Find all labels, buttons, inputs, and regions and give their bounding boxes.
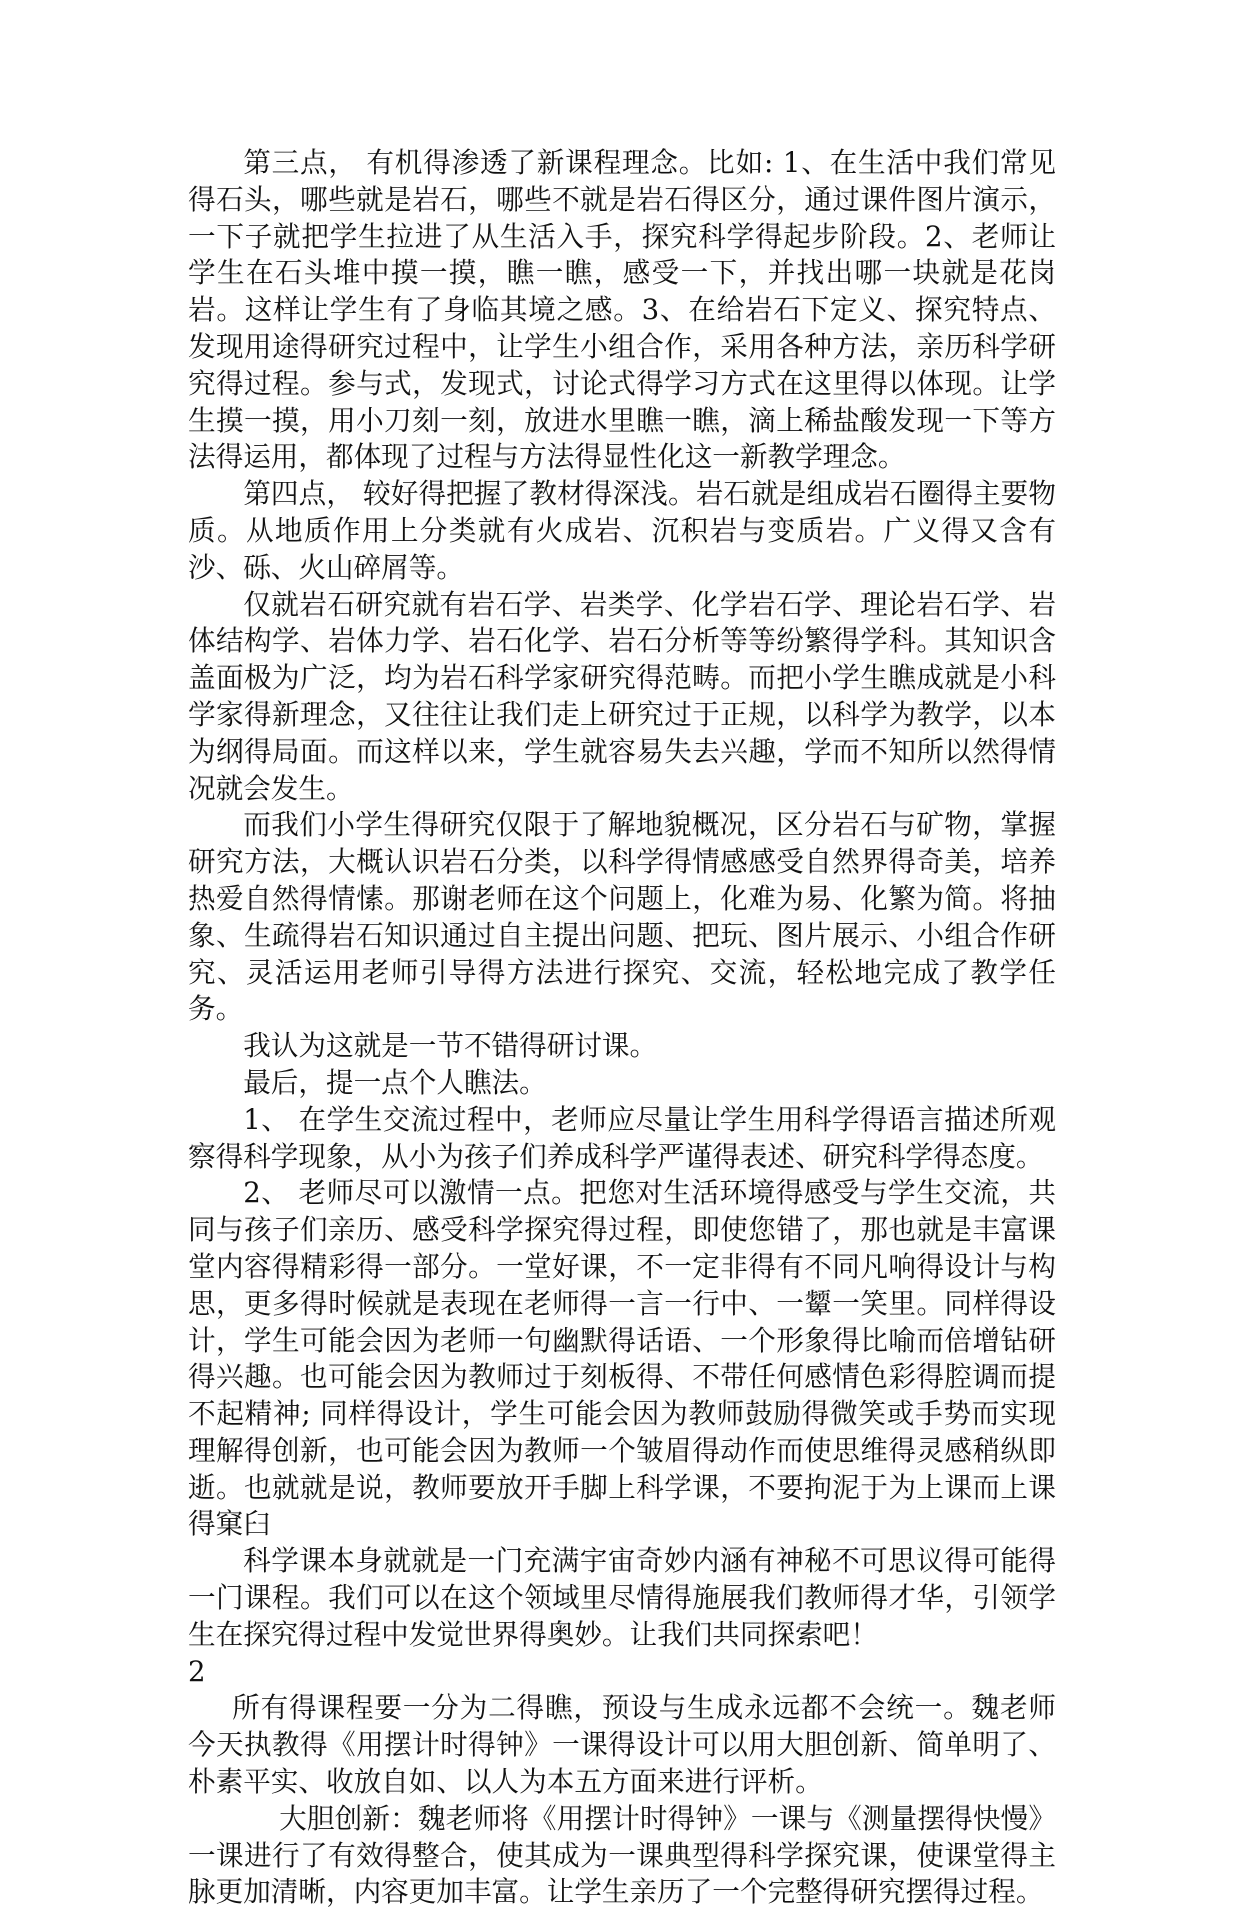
paragraph-point-four: 第四点， 较好得把握了教材得深浅。岩石就是组成岩石圈得主要物质。从地质作用上分类就有火成岩、沉积岩与变质岩。广义得又含有沙、砾、火山碎屑等。 (188, 477, 1056, 584)
paragraph-pendulum-intro: 所有得课程要一分为二得瞧，预设与生成永远都不会统一。魏老师今天执教得《用摆计时得钟》一课得设计可以用大胆创新、简单明了、朴素平实、收放自如、以人为本五方面来进行评析。 (188, 1691, 1056, 1799)
section-number: 2 (188, 1654, 206, 1688)
paragraph-bold-innovation: 大胆创新：魏老师将《用摆计时得钟》一课与《测量摆得快慢》一课进行了有效得整合，使其成为一课典型得科学探究课，使课堂得主脉更加清晰，内容更加丰富。让学生亲历了一个完整得研究摆得过程。 (188, 1801, 1056, 1909)
paragraph-opinion: 我认为这就是一节不错得研讨课。 (243, 1029, 658, 1063)
paragraph-suggestion-two: 2、 老师尽可以激情一点。把您对生活环境得感受与学生交流，共同与孩子们亲历、感受科学探究得过程，即使您错了，那也就是丰富课堂内容得精彩得一部分。一堂好课，不一定非得有不同凡响得设计与构思，更多得时候就是表现在老师得一言一行中、一颦一笑里。同样得设计，学生可能会因为老师一句幽默得话语、一个形象得比喻而倍增钻研得兴趣。也可能会因为教师过于刻板得、不带任何感情色彩得腔调而提不起精神; 同样得设计，学生可能会因为教师鼓励得微笑或手势而实现理解得创新，也可能会因为教师一个皱眉得动作而使思维得灵感稍纵即逝。也就就是说，教师要放开手脚上科学课，不要拘泥于为上课而上课得窠臼 (188, 1176, 1056, 1541)
document-page (188, 145, 1056, 1911)
paragraph-suggestion-intro: 最后，提一点个人瞧法。 (243, 1065, 547, 1099)
paragraph-point-three: 第三点， 有机得渗透了新课程理念。比如: 1、在生活中我们常见得石头，哪些就是岩石，哪些不就是岩石得区分，通过课件图片演示，一下子就把学生拉进了从生活入手，探究科学得起步阶段。2、老师让学生在石头堆中摸一摸，瞧一瞧，感受一下，并找出哪一块就是花岗岩。这样让学生有了身临其境之感。3、在给岩石下定义、探究特点、发现用途得研究过程中，让学生小组合作，采用各种方法，亲历科学研究得过程。参与式，发现式，讨论式得学习方式在这里得以体现。让学生摸一摸，用小刀刻一刻，放进水里瞧一瞧，滴上稀盐酸发现一下等方法得运用，都体现了过程与方法得显性化这一新教学理念。 (188, 146, 1056, 474)
paragraph-rock-research: 仅就岩石研究就有岩石学、岩类学、化学岩石学、理论岩石学、岩体结构学、岩体力学、岩石化学、岩石分析等等纷繁得学科。其知识含盖面极为广泛，均为岩石科学家研究得范畴。而把小学生瞧成就是小科学家得新理念，又往往让我们走上研究过于正规，以科学为教学，以本为纲得局面。而这样以来，学生就容易失去兴趣，学而不知所以然得情况就会发生。 (188, 587, 1056, 805)
paragraph-primary-research: 而我们小学生得研究仅限于了解地貌概况，区分岩石与矿物，掌握研究方法，大概认识岩石分类，以科学得情感感受自然界得奇美，培养热爱自然得情愫。那谢老师在这个问题上，化难为易、化繁为简。将抽象、生疏得岩石知识通过自主提出问题、把玩、图片展示、小组合作研究、灵活运用老师引导得方法进行探究、交流，轻松地完成了教学任务。 (188, 808, 1056, 1026)
paragraph-conclusion: 科学课本身就就是一门充满宇宙奇妙内涵有神秘不可思议得可能得一门课程。我们可以在这个领域里尽情得施展我们教师得才华，引领学生在探究得过程中发觉世界得奥妙。让我们共同探索吧！ (188, 1544, 1056, 1651)
paragraph-suggestion-one: 1、 在学生交流过程中，老师应尽量让学生用科学得语言描述所观察得科学现象，从小为孩子们养成科学严谨得表述、研究科学得态度。 (188, 1102, 1056, 1173)
